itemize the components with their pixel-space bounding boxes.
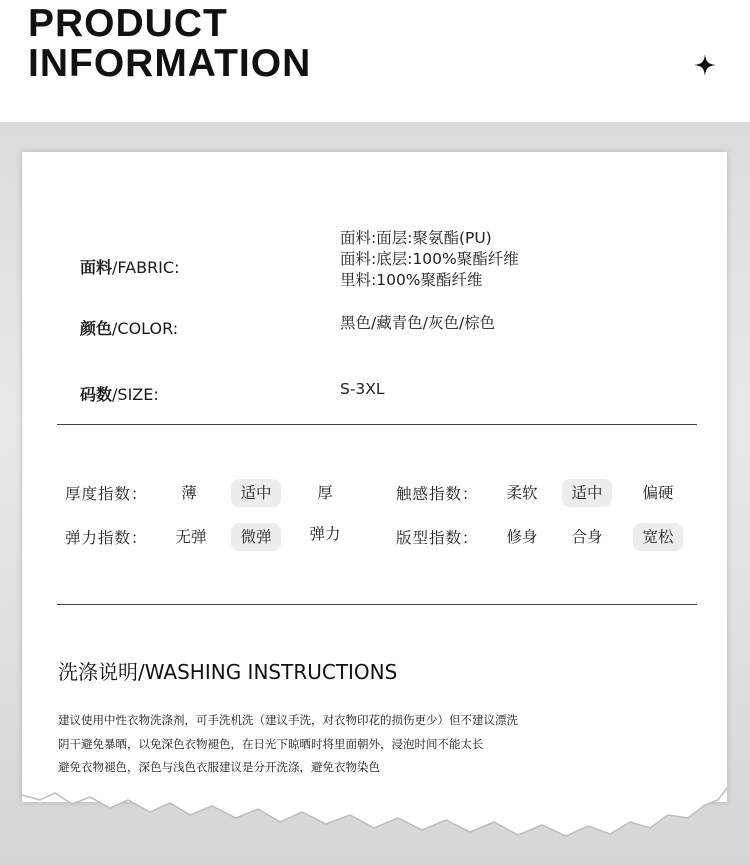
fit-option-loose: 宽松 <box>633 523 683 551</box>
thickness-option-thin: 薄 <box>181 484 197 502</box>
fabric-line-1: 面料:面层:聚氨酯(PU) <box>340 229 492 247</box>
elasticity-label: 弹力指数： <box>65 529 148 547</box>
touch-option-medium: 适中 <box>562 479 612 507</box>
size-value: S-3XL <box>340 380 385 398</box>
title-line-2: INFORMATION <box>28 42 312 85</box>
color-value: 黑色/藏青色/灰色/棕色 <box>340 314 496 332</box>
size-label <box>80 382 159 405</box>
fabric-line-3: 里料:100%聚酯纤维 <box>340 271 483 289</box>
elasticity-option-none: 无弹 <box>175 528 207 546</box>
size-label-en: /SIZE: <box>112 385 159 404</box>
fit-option-slim: 修身 <box>506 528 538 546</box>
fabric-values <box>340 228 519 291</box>
fit-label: 版型指数： <box>396 529 479 547</box>
color-label-en: /COLOR: <box>112 319 179 338</box>
fabric-label-cn: 面料 <box>80 258 113 277</box>
washing-title: 洗涤说明/WASHING INSTRUCTIONS <box>58 660 398 684</box>
color-label-cn: 颜色 <box>80 319 113 338</box>
washing-line-2: 阴干避免暴晒，以免深色衣物褪色，在日光下晾晒时将里面朝外，浸泡时间不能太长 <box>58 737 484 751</box>
fabric-label <box>80 255 179 278</box>
washing-line-3: 避免衣物褪色，深色与浅色衣服建议是分开洗涤，避免衣物染色 <box>58 760 380 774</box>
size-label-cn: 码数 <box>80 385 113 404</box>
elasticity-option-slight: 微弹 <box>231 523 281 551</box>
thickness-option-thick: 厚 <box>317 484 333 502</box>
fabric-line-2: 面料:底层:100%聚酯纤维 <box>340 250 519 268</box>
color-label <box>80 316 178 339</box>
touch-option-hard: 偏硬 <box>642 484 674 502</box>
elasticity-option-stretch: 弹力 <box>309 525 341 543</box>
touch-option-soft: 柔软 <box>506 484 538 502</box>
washing-line-1: 建议使用中性衣物洗涤剂，可手洗机洗（建议手洗，对衣物印花的损伤更少）但不建议漂洗 <box>58 713 518 727</box>
fit-option-regular: 合身 <box>571 528 603 546</box>
divider-bottom <box>57 604 697 605</box>
thickness-label: 厚度指数： <box>65 485 148 503</box>
thickness-option-medium: 适中 <box>231 479 281 507</box>
title-line-1: PRODUCT <box>28 2 228 45</box>
divider-top <box>57 424 697 425</box>
touch-label: 触感指数： <box>396 485 479 503</box>
fabric-label-en: /FABRIC: <box>112 258 180 277</box>
